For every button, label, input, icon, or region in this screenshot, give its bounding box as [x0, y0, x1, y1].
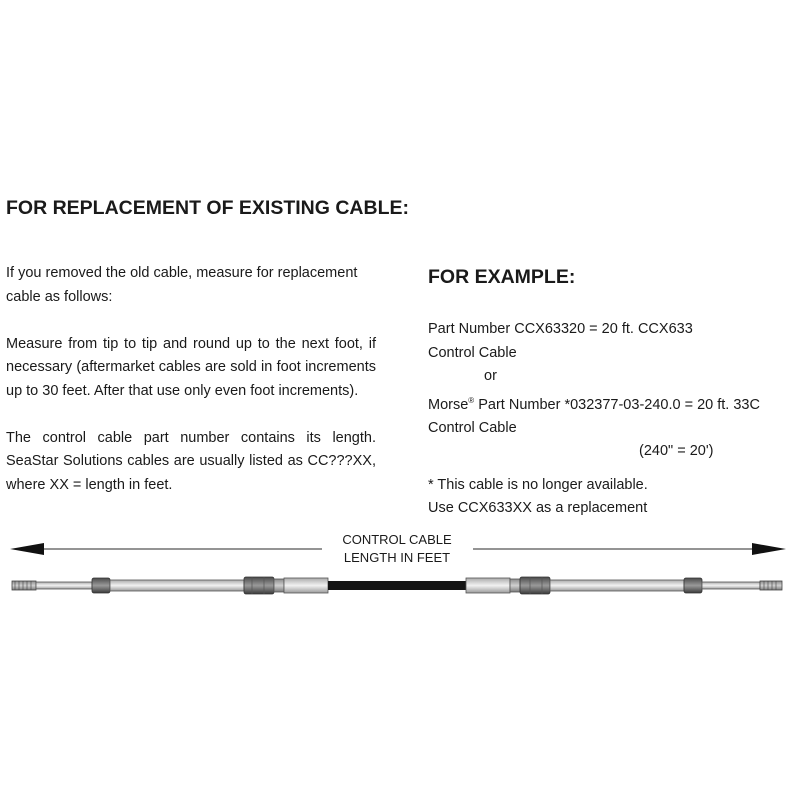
example-note-1: * This cable is no longer available.	[428, 476, 648, 493]
intro-line-1: If you removed the old cable, measure for replacement	[6, 265, 358, 281]
registered-mark: ®	[468, 395, 475, 405]
measure-paragraph: Measure from tip to tip and round up to the next foot, if necessary (aftermarket cables are sold in foot increments up to 30 feet. After that use only even foot increments).	[6, 335, 376, 399]
left-end-collar	[92, 578, 110, 593]
left-end-rod	[36, 582, 92, 589]
left-hub	[244, 577, 274, 594]
left-threaded-tip	[12, 581, 36, 590]
right-end-collar	[684, 578, 702, 593]
left-sleeve	[284, 578, 328, 593]
right-tube	[550, 580, 684, 591]
example-line-1: Part Number CCX63320 = 20 ft. CCX633	[428, 321, 693, 337]
part-number-paragraph: The control cable part number contains its length. SeaStar Solutions cables are usually listed as CC???XX, where XX = length in feet.	[6, 429, 376, 493]
right-hub	[520, 577, 550, 594]
example-line-2: Control Cable	[428, 344, 517, 361]
cable-conduit	[328, 581, 466, 590]
morse-brand: Morse	[428, 396, 469, 413]
example-line-3	[428, 389, 800, 417]
right-threaded-tip	[760, 581, 782, 590]
left-tube	[110, 580, 244, 591]
left-arrowhead	[10, 543, 44, 555]
morse-part-number: Part Number *032377-03-240.0 = 20 ft. 33C	[474, 396, 760, 413]
right-end-rod	[702, 582, 760, 589]
right-sleeve	[466, 578, 510, 593]
right-arrowhead	[752, 543, 786, 555]
instructions-column	[6, 262, 376, 497]
example-column	[428, 318, 800, 521]
control-cable-illustration	[12, 577, 782, 594]
example-or: or	[484, 368, 497, 384]
example-conversion: (240" = 20')	[639, 443, 714, 460]
intro-line-2: cable as follows:	[6, 288, 113, 305]
section-heading: FOR REPLACEMENT OF EXISTING CABLE:	[6, 197, 410, 219]
intro-paragraph	[6, 262, 376, 309]
diagram-label-line-1: CONTROL CABLE	[342, 532, 452, 547]
example-note-2: Use CCX633XX as a replacement	[428, 500, 648, 517]
example-heading: FOR EXAMPLE:	[428, 266, 576, 288]
example-line-4: Control Cable	[428, 419, 517, 436]
cable-diagram	[0, 525, 800, 610]
diagram-label-line-2: LENGTH IN FEET	[343, 550, 451, 565]
